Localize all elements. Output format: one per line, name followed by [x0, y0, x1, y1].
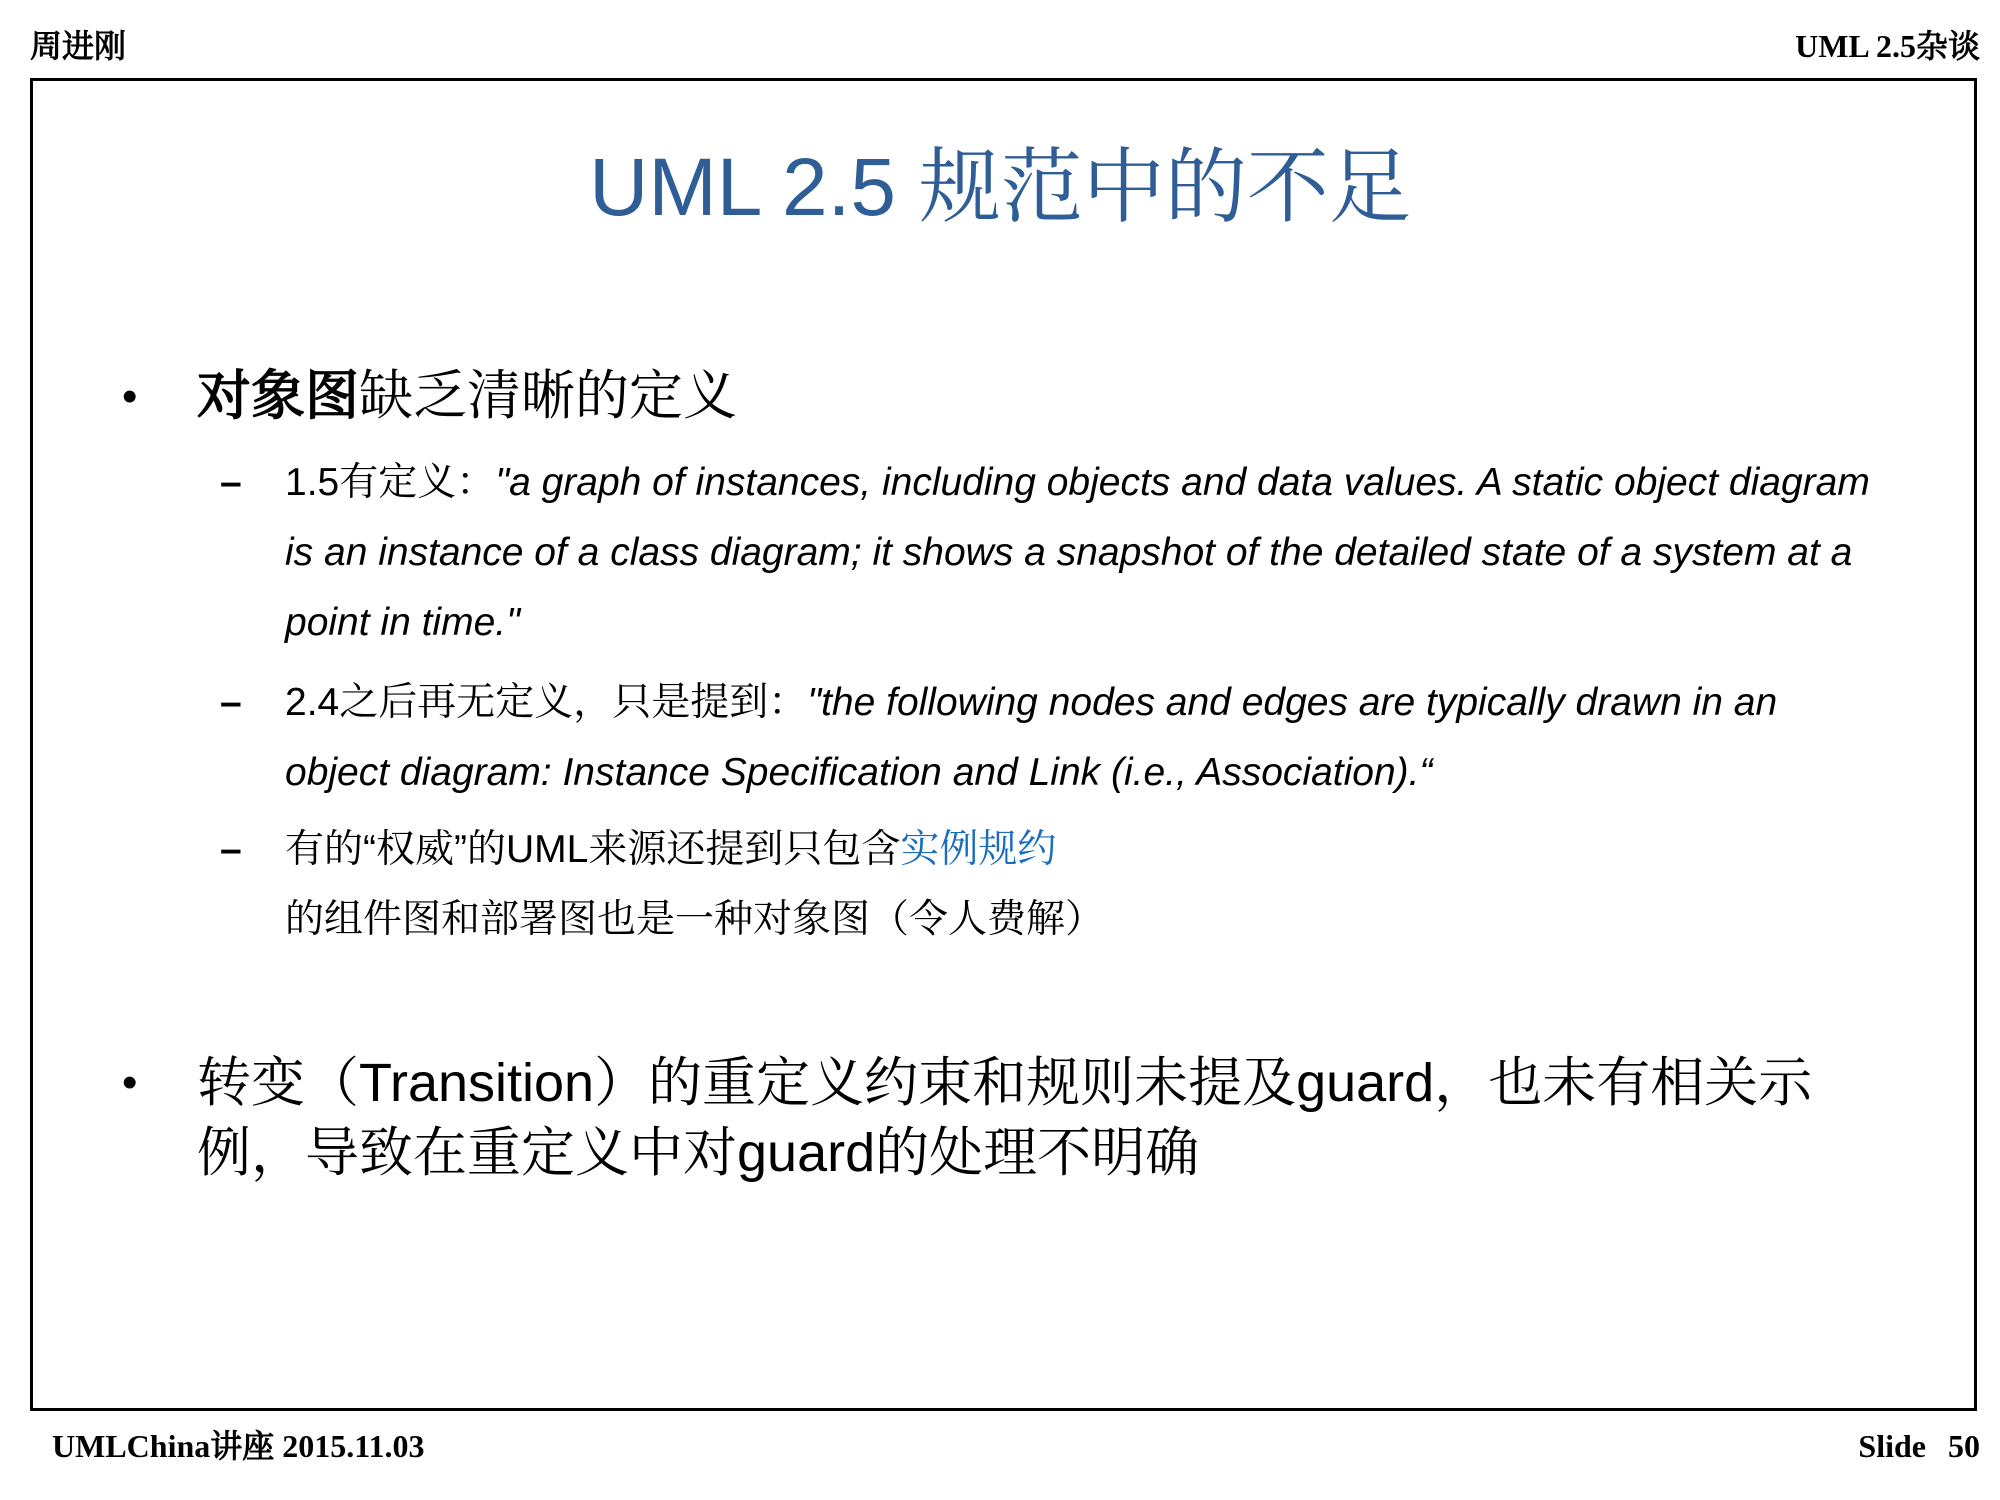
- sub-bullet-3: [220, 815, 1870, 955]
- header-doc-title: UML 2.5杂谈: [1795, 28, 1980, 64]
- sub-bullet-3-dash: –: [220, 828, 242, 871]
- sub-bullet-3-post: 的组件图和部署图也是一种对象图（令人费解）: [285, 898, 1105, 941]
- sub-bullet-2-dash: –: [220, 681, 242, 724]
- sub-bullet-1-prefix: 1.5有定义：: [285, 461, 496, 504]
- footer-left: UMLChina讲座 2015.11.03: [52, 1428, 425, 1464]
- sub-bullet-1: [220, 448, 1870, 658]
- bullet-2-symbol: •: [122, 1058, 138, 1107]
- footer-slide: [1858, 1426, 1980, 1466]
- sub-bullet-1-quote: "a graph of instances, including objects and data values. A static object diagram is an instance of a class diagram; it shows a snapshot of the detailed state of a system at a point in time.": [285, 461, 1870, 644]
- bullet-1-text: [197, 362, 737, 430]
- footer-slide-number: 50: [1948, 1428, 1980, 1464]
- bullet-1-bold: 对象图: [197, 366, 359, 426]
- slide-title: UML 2.5 规范中的不足: [589, 142, 1411, 233]
- bullet-1-symbol: •: [122, 372, 138, 421]
- sub-bullet-2-prefix: 2.4之后再无定义，只是提到：: [285, 681, 808, 724]
- sub-bullet-2-quote: "the following nodes and edges are typically drawn in an object diagram: Instance Specification and Link (i.e., Association).“: [285, 681, 1778, 794]
- sub-bullet-3-pre: 有的“权威”的UML来源还提到只包含: [285, 828, 901, 871]
- bullet-2-text: 转变（Transition）的重定义约束和规则未提及guard，也未有相关示例，导致在重定义中对guard的处理不明确: [197, 1053, 1813, 1183]
- sub-bullet-2: [220, 668, 1870, 808]
- footer-slide-label: Slide: [1858, 1428, 1926, 1464]
- header-author: 周进刚: [30, 28, 127, 64]
- bullet-1-rest: 缺乏清晰的定义: [359, 366, 737, 426]
- sub-bullet-1-dash: –: [220, 461, 242, 504]
- sub-bullet-3-link: 实例规约: [900, 828, 1057, 871]
